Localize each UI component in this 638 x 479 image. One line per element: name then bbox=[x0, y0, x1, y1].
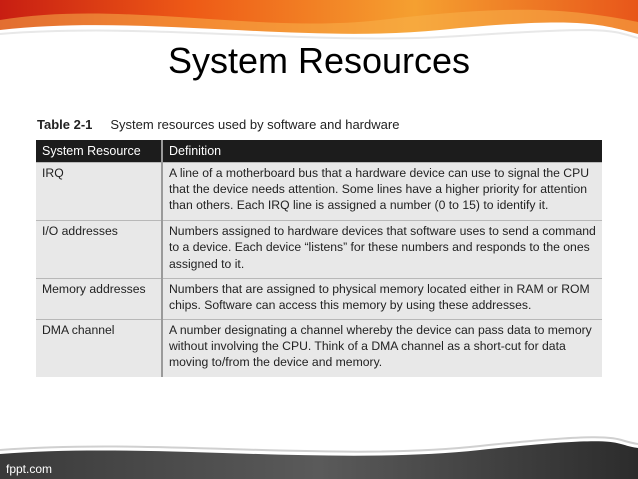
definition-cell: A line of a motherboard bus that a hardware device can use to signal the CPU that the device needs attention. Some lines have a higher priority for attention than others. Each IRQ line is assigned a number (0 to 15) to identify it. bbox=[162, 163, 602, 221]
slide-title: System Resources bbox=[167, 40, 471, 81]
table-row bbox=[36, 221, 602, 279]
definition-cell: Numbers assigned to hardware devices that software uses to send a command to a device. Each device “listens” for these numbers and responds to the ones assigned to it. bbox=[162, 221, 602, 279]
table-row bbox=[36, 163, 602, 221]
table-caption bbox=[37, 117, 399, 132]
resource-cell: I/O addresses bbox=[36, 221, 162, 279]
table-row bbox=[36, 279, 602, 320]
resource-cell: IRQ bbox=[36, 163, 162, 221]
table-row bbox=[36, 319, 602, 377]
resource-cell: Memory addresses bbox=[36, 279, 162, 320]
column-header-definition: Definition bbox=[162, 140, 602, 163]
column-header-resource: System Resource bbox=[36, 140, 162, 163]
table-header-row bbox=[36, 140, 602, 163]
definition-cell: Numbers that are assigned to physical memory located either in RAM or ROM chips. Software can access this memory by using these addresses. bbox=[162, 279, 602, 320]
table-caption-text: System resources used by software and hardware bbox=[110, 117, 400, 132]
definition-cell: A number designating a channel whereby the device can pass data to memory without involving the CPU. Think of a DMA channel as a short-cut for data moving to/from the device and memory. bbox=[162, 319, 602, 377]
resource-cell: DMA channel bbox=[36, 319, 162, 377]
table-number: Table 2-1 bbox=[37, 117, 93, 132]
footer-brand: fppt.com bbox=[6, 462, 53, 476]
bottom-wave-banner bbox=[0, 432, 638, 479]
resources-table bbox=[36, 140, 602, 377]
